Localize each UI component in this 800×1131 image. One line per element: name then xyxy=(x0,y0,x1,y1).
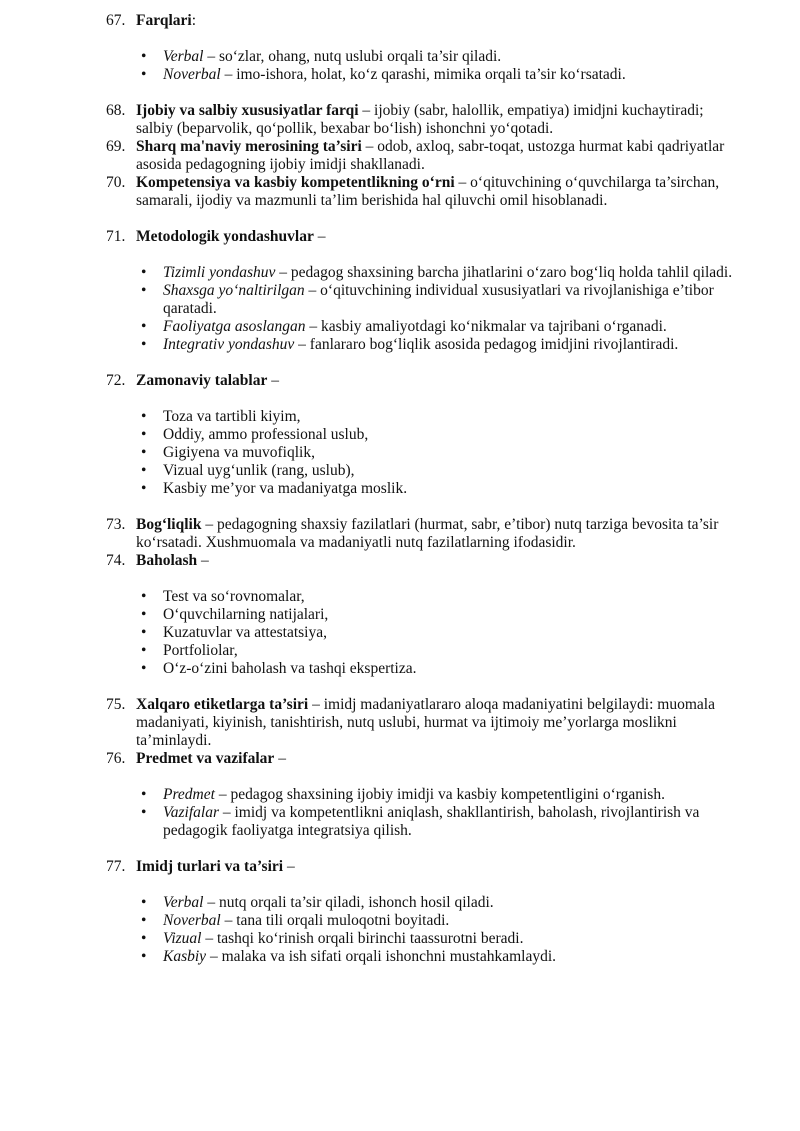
item-69 xyxy=(106,138,740,174)
item-68 xyxy=(106,102,740,138)
bullet-text: – imo-ishora, holat, ko‘z qarashi, mimika orqali ta’sir ko‘rsatadi. xyxy=(220,66,626,83)
list-item xyxy=(136,930,740,948)
item-number: 70. xyxy=(106,174,126,191)
bullet-term: Shaxsga yo‘naltirilgan xyxy=(163,282,305,299)
bullet-text: – kasbiy amaliyotdagi ko‘nikmalar va tajribani o‘rganadi. xyxy=(305,318,667,335)
bullet-text: – imidj va kompetentlikni aniqlash, shakllantirish, baholash, rivojlantirish va pedagogik faoliyatga integratsiya qilish. xyxy=(163,804,700,839)
bullet-text: – tana tili orqali muloqotni boyitadi. xyxy=(220,912,450,929)
item-74 xyxy=(106,552,740,570)
item-number: 71. xyxy=(106,228,126,245)
item-text: – xyxy=(274,750,286,767)
item-number: 68. xyxy=(106,102,126,119)
list-item xyxy=(136,480,740,498)
item-text: – xyxy=(267,372,279,389)
bullet-list-67 xyxy=(136,48,740,84)
list-item xyxy=(136,66,740,84)
item-73 xyxy=(106,516,740,552)
item-title: Farqlari xyxy=(136,12,192,29)
bullet-text: – so‘zlar, ohang, nutq uslubi orqali ta’sir qiladi. xyxy=(203,48,502,65)
bullet-text: – o‘qituvchining individual xususiyatlari va rivojlanishiga e’tibor qaratadi. xyxy=(163,282,714,317)
list-item xyxy=(136,444,740,462)
item-number: 69. xyxy=(106,138,126,155)
item-72 xyxy=(106,372,740,390)
item-75 xyxy=(106,696,740,750)
item-text: – ijobiy (sabr, halollik, empatiya) imidjni kuchaytiradi; salbiy (beparvolik, qo‘pollik, bexabar bo‘lish) ishonchni yo‘qotadi. xyxy=(136,102,704,137)
list-item xyxy=(136,588,740,606)
list-item xyxy=(136,282,740,318)
list-item xyxy=(136,660,740,678)
bullet-term: Verbal xyxy=(163,48,204,65)
bullet-text: Oddiy, ammo professional uslub, xyxy=(163,426,369,443)
item-text: – imidj madaniyatlararo aloqa madaniyatini belgilaydi: muomala madaniyati, kiyinish, tanishtirish, nutq uslubi, hurmat va ijtimoiy me’yorlarga moslikni ta’minlaydi. xyxy=(136,696,715,749)
item-text: – odob, axloq, sabr-toqat, ustozga hurmat kabi qadriyatlar asosida pedagogning ijobiy imidji shakllanadi. xyxy=(136,138,725,173)
bullet-text: – pedagog shaxsining barcha jihatlarini o‘zaro bog‘liq holda tahlil qiladi. xyxy=(275,264,733,281)
bullet-list-76 xyxy=(136,786,740,840)
bullet-text: Test va so‘rovnomalar, xyxy=(163,588,305,605)
list-item xyxy=(136,336,740,354)
item-67 xyxy=(106,12,740,30)
bullet-list-74 xyxy=(136,588,740,678)
item-title: Imidj turlari va ta’siri xyxy=(136,858,284,875)
bullet-term: Predmet xyxy=(163,786,215,803)
item-title: Ijobiy va salbiy xususiyatlar farqi xyxy=(136,102,359,119)
item-76 xyxy=(106,750,740,768)
bullet-text: O‘z-o‘zini baholash va tashqi ekspertiza. xyxy=(163,660,417,677)
item-text: – xyxy=(197,552,209,569)
list-item xyxy=(136,606,740,624)
bullet-text: Portfoliolar, xyxy=(163,642,238,659)
item-title: Bog‘liqlik xyxy=(136,516,202,533)
item-title: Baholash xyxy=(136,552,198,569)
item-title: Zamonaviy talablar xyxy=(136,372,268,389)
bullet-term: Tizimli yondashuv xyxy=(163,264,276,281)
bullet-list-72 xyxy=(136,408,740,498)
item-71 xyxy=(106,228,740,246)
list-item xyxy=(136,804,740,840)
item-number: 77. xyxy=(106,858,126,875)
item-number: 76. xyxy=(106,750,126,767)
item-number: 67. xyxy=(106,12,126,29)
bullet-term: Vizual xyxy=(163,930,202,947)
list-item xyxy=(136,786,740,804)
list-item xyxy=(136,912,740,930)
item-70 xyxy=(106,174,740,210)
item-number: 72. xyxy=(106,372,126,389)
bullet-term: Faoliyatga asoslangan xyxy=(163,318,306,335)
list-item xyxy=(136,894,740,912)
bullet-term: Kasbiy xyxy=(163,948,207,965)
bullet-text: Vizual uyg‘unlik (rang, uslub), xyxy=(163,462,355,479)
list-item xyxy=(136,318,740,336)
bullet-text: – tashqi ko‘rinish orqali birinchi taassurotni beradi. xyxy=(201,930,524,947)
item-text: – o‘qituvchining o‘quvchilarga ta’sirchan, samarali, ijodiy va mazmunli ta’lim berishida hal qiluvchi omil hisoblanadi. xyxy=(136,174,720,209)
bullet-term: Vazifalar xyxy=(163,804,219,821)
bullet-text: – malaka va ish sifati orqali ishonchni mustahkamlaydi. xyxy=(206,948,557,965)
item-number: 73. xyxy=(106,516,126,533)
bullet-list-77 xyxy=(136,894,740,966)
item-text: : xyxy=(191,12,196,29)
item-text: – xyxy=(283,858,295,875)
bullet-text: O‘quvchilarning natijalari, xyxy=(163,606,329,623)
bullet-text: – pedagog shaxsining ijobiy imidji va kasbiy kompetentligini o‘rganish. xyxy=(214,786,665,803)
item-title: Sharq ma'naviy merosining ta’siri xyxy=(136,138,362,155)
bullet-term: Verbal xyxy=(163,894,204,911)
bullet-text: Kuzatuvlar va attestatsiya, xyxy=(163,624,327,641)
item-text: – pedagogning shaxsiy fazilatlari (hurmat, sabr, e’tibor) nutq tarziga bevosita ta’sir ko‘rsatadi. Xushmuomala va madaniyatli nutq fazilatlarning ifodasidir. xyxy=(136,516,719,551)
item-text: – xyxy=(313,228,326,245)
bullet-list-71 xyxy=(136,264,740,354)
item-title: Kompetensiya va kasbiy kompetentlikning o‘rni xyxy=(136,174,455,191)
bullet-term: Integrativ yondashuv xyxy=(163,336,295,353)
item-number: 75. xyxy=(106,696,126,713)
list-item xyxy=(136,948,740,966)
item-number: 74. xyxy=(106,552,126,569)
list-item xyxy=(136,48,740,66)
bullet-text: Gigiyena va muvofiqlik, xyxy=(163,444,315,461)
item-77 xyxy=(106,858,740,876)
list-item xyxy=(136,642,740,660)
list-item xyxy=(136,264,740,282)
bullet-term: Noverbal xyxy=(163,66,221,83)
list-item xyxy=(136,462,740,480)
list-item xyxy=(136,624,740,642)
bullet-text: Toza va tartibli kiyim, xyxy=(163,408,301,425)
bullet-text: – fanlararo bog‘liqlik asosida pedagog imidjini rivojlantiradi. xyxy=(294,336,679,353)
item-title: Xalqaro etiketlarga ta’siri xyxy=(136,696,309,713)
item-title: Predmet va vazifalar xyxy=(136,750,275,767)
list-item xyxy=(136,426,740,444)
bullet-text: Kasbiy me’yor va madaniyatga moslik. xyxy=(163,480,408,497)
bullet-text: – nutq orqali ta’sir qiladi, ishonch hosil qiladi. xyxy=(203,894,494,911)
list-item xyxy=(136,408,740,426)
bullet-term: Noverbal xyxy=(163,912,221,929)
item-title: Metodologik yondashuvlar xyxy=(136,228,314,245)
